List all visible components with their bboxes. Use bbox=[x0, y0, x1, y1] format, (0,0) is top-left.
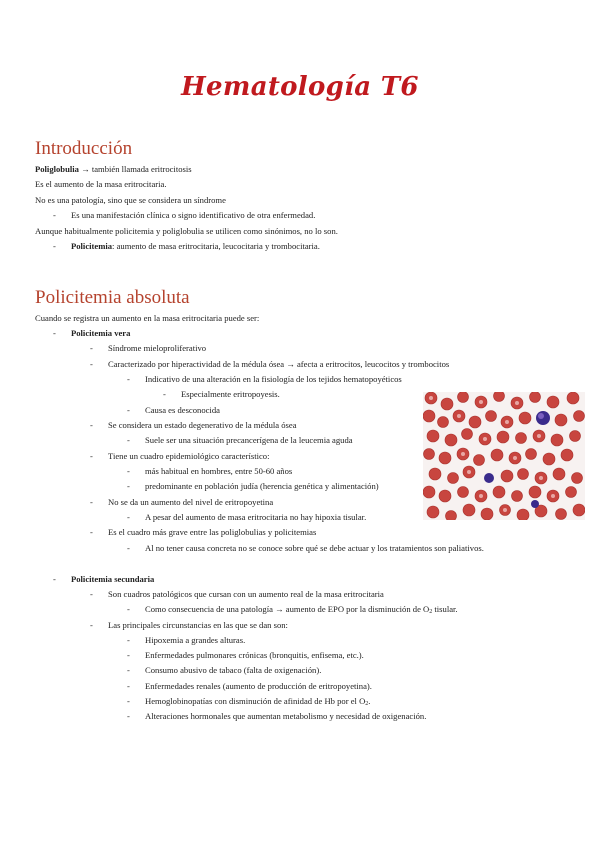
bullet-dash: - bbox=[127, 405, 130, 415]
bullet-dash: - bbox=[90, 497, 93, 507]
intro-line-6: Policitemia: aumento de masa eritrocitaria, leucocitaria y trombocitaria. bbox=[71, 241, 320, 251]
vera-item-5a: A pesar del aumento de masa eritrocitaria no hay hipoxia tisular. bbox=[145, 512, 367, 522]
bullet-dash: - bbox=[127, 512, 130, 522]
bullet-dash: - bbox=[127, 374, 130, 384]
bullet-dash: - bbox=[127, 681, 130, 691]
vera-item-2b: Causa es desconocida bbox=[145, 405, 220, 415]
bullet-dash: - bbox=[90, 343, 93, 353]
bullet-dash: - bbox=[90, 359, 93, 369]
sec-item-2d: Enfermedades renales (aumento de producción de eritropoyetina). bbox=[145, 681, 372, 691]
vera-item-1: Síndrome mieloproliferativo bbox=[108, 343, 207, 353]
subheading-secundaria: Policitemia secundaria bbox=[71, 574, 155, 584]
bullet-dash: - bbox=[90, 451, 93, 461]
bullet-dash: - bbox=[127, 543, 130, 553]
intro-line-3: No es una patología, sino que se considera un síndrome bbox=[35, 195, 226, 205]
sec-item-1a: Como consecuencia de una patología → aumento de EPO por la disminución de O2 tisular. bbox=[145, 604, 458, 615]
subheading-vera: Policitemia vera bbox=[71, 328, 131, 338]
sec-item-2e: Hemoglobinopatías con disminución de afinidad de Hb por el O2. bbox=[145, 696, 371, 707]
bullet-dash: - bbox=[53, 574, 56, 584]
bullet-dash: - bbox=[127, 435, 130, 445]
blood-smear-image bbox=[423, 392, 585, 520]
term-poliglobulia: Poliglobulia bbox=[35, 164, 79, 174]
vera-item-3: Se considera un estado degenerativo de la médula ósea bbox=[108, 420, 297, 430]
bullet-dash: - bbox=[127, 604, 130, 614]
vera-item-3a: Suele ser una situación precancerígena de la leucemia aguda bbox=[145, 435, 353, 445]
sec-item-2c: Consumo abusivo de tabaco (falta de oxigenación). bbox=[145, 665, 322, 675]
bullet-dash: - bbox=[163, 389, 166, 399]
vera-item-2a1: Especialmente eritropoyesis. bbox=[181, 389, 280, 399]
intro-line-2: Es el aumento de la masa eritrocitaria. bbox=[35, 179, 167, 189]
bullet-dash: - bbox=[127, 711, 130, 721]
bullet-dash: - bbox=[127, 650, 130, 660]
vera-item-2: Caracterizado por hiperactividad de la médula ósea → afecta a eritrocitos, leucocitos y trombocitos bbox=[108, 359, 450, 369]
bullet-dash: - bbox=[90, 620, 93, 630]
vera-item-6: Es el cuadro más grave entre las poliglobulias y policitemias bbox=[108, 527, 317, 537]
heading-introduccion: Introducción bbox=[35, 138, 133, 159]
sec-item-1: Son cuadros patológicos que cursan con un aumento real de la masa eritrocitaria bbox=[108, 589, 384, 599]
bullet-dash: - bbox=[127, 481, 130, 491]
bullet-dash: - bbox=[127, 665, 130, 675]
document-title: Hematología T6 bbox=[181, 72, 419, 102]
intro-line-5: Aunque habitualmente policitemia y poliglobulia se utilicen como sinónimos, no lo son. bbox=[35, 226, 338, 236]
vera-item-4a: más habitual en hombres, entre 50-60 años bbox=[145, 466, 293, 476]
bullet-dash: - bbox=[53, 210, 56, 220]
vera-item-4: Tiene un cuadro epidemiológico característico: bbox=[108, 451, 270, 461]
bullet-dash: - bbox=[90, 527, 93, 537]
bullet-dash: - bbox=[127, 635, 130, 645]
bullet-dash: - bbox=[53, 328, 56, 338]
vera-item-4b: predominante en población judía (herencia genética y alimentación) bbox=[145, 481, 379, 491]
sec-item-2a: Hipoxemia a grandes alturas. bbox=[145, 635, 246, 645]
sec-item-2b: Enfermedades pulmonares crónicas (bronquitis, enfisema, etc.). bbox=[145, 650, 364, 660]
vera-item-6a: Al no tener causa concreta no se conoce sobre qué se debe actuar y los tratamientos son paliativos. bbox=[145, 543, 484, 553]
bullet-dash: - bbox=[127, 466, 130, 476]
bullet-dash: - bbox=[127, 696, 130, 706]
absoluta-intro: Cuando se registra un aumento en la masa eritrocitaria puede ser: bbox=[35, 313, 260, 323]
vera-item-2a: Indicativo de una alteración en la fisiología de los tejidos hematopoyéticos bbox=[145, 374, 402, 384]
bullet-dash: - bbox=[90, 420, 93, 430]
sec-item-2f: Alteraciones hormonales que aumentan metabolismo y necesidad de oxigenación. bbox=[145, 711, 427, 721]
blood-cells-graphic bbox=[423, 392, 585, 520]
intro-line-4: Es una manifestación clínica o signo identificativo de otra enfermedad. bbox=[71, 210, 316, 220]
bullet-dash: - bbox=[53, 241, 56, 251]
vera-item-5: No se da un aumento del nivel de eritropoyetina bbox=[108, 497, 274, 507]
sec-item-2: Las principales circunstancias en las que se dan son: bbox=[108, 620, 288, 630]
heading-policitemia-absoluta: Policitemia absoluta bbox=[35, 287, 190, 308]
intro-line-1: Poliglobulia → también llamada eritrocitosis bbox=[35, 164, 192, 174]
bullet-dash: - bbox=[90, 589, 93, 599]
